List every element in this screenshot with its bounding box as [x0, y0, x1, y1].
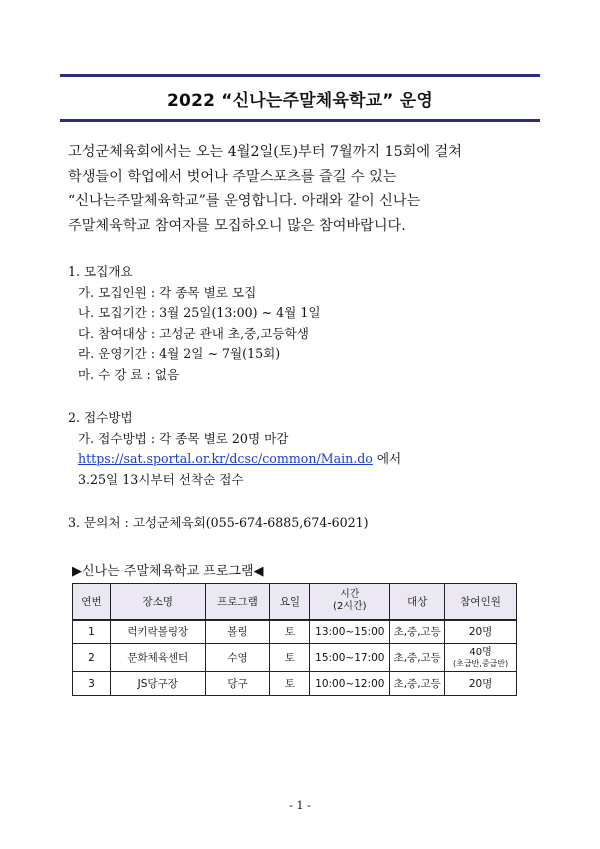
program-table	[72, 583, 517, 696]
intro-line: 학생들이 학업에서 벗어나 주말스포츠를 즐길 수 있는	[68, 168, 397, 185]
header-time: 시간 (2시간)	[310, 584, 390, 620]
cell-day: 토	[270, 644, 310, 672]
cell-no: 1	[73, 620, 111, 644]
cell-program: 수영	[205, 644, 270, 672]
section-heading: 1. 모집개요	[68, 264, 133, 279]
recruitment-item: 마. 수 강 료 : 없음	[78, 366, 180, 382]
recruitment-item: 라. 운영기간 : 4월 2일 ~ 7월(15회)	[78, 346, 281, 361]
header-target: 대상	[390, 584, 445, 620]
recruitment-item: 다. 참여대상 : 고성군 관내 초,중,고등학생	[78, 325, 309, 341]
table-header-row	[73, 584, 517, 620]
section-heading: 2. 접수방법	[68, 410, 133, 425]
table-row	[73, 644, 517, 672]
cell-no: 2	[73, 644, 111, 672]
cell-program: 당구	[205, 672, 270, 696]
cell-count: 40명 (초급반,중급반)	[445, 644, 517, 672]
intro-paragraph	[68, 140, 548, 238]
contact-line: 3. 문의처 : 고성군체육회(055-674-6885,674-6021)	[68, 515, 369, 530]
registration-note: 3.25일 13시부터 선착순 접수	[78, 471, 244, 487]
title-bottom-rule	[60, 119, 540, 122]
cell-place: 럭키락볼링장	[110, 620, 205, 644]
link-suffix: 에서	[372, 451, 402, 466]
cell-place: JS당구장	[110, 672, 205, 696]
header-no: 연번	[73, 584, 111, 620]
recruitment-item: 가. 모집인원 : 각 종목 별로 모집	[78, 284, 257, 300]
table-row	[73, 672, 517, 696]
header-place: 장소명	[110, 584, 205, 620]
section-contact	[68, 513, 548, 534]
table-row	[73, 620, 517, 644]
cell-time: 13:00~15:00	[310, 620, 390, 644]
header-count: 참여인원	[445, 584, 517, 620]
intro-line: 고성군체육회에서는 오는 4월2일(토)부터 7월까지 15회에 걸쳐	[68, 144, 462, 160]
cell-count: 20명	[445, 672, 517, 696]
cell-day: 토	[270, 620, 310, 644]
section-registration	[68, 408, 548, 490]
intro-line: “신나는주말체육학교”를 운영합니다. 아래와 같이 신나는	[68, 193, 421, 209]
page-title: 2022 “신나는주말체육학교” 운영	[167, 91, 433, 111]
cell-target: 초,중,고등	[390, 672, 445, 696]
recruitment-item: 나. 모집기간 : 3월 25일(13:00) ~ 4월 1일	[78, 305, 321, 320]
cell-day: 토	[270, 672, 310, 696]
cell-target: 초,중,고등	[390, 620, 445, 644]
section-recruitment	[68, 262, 548, 385]
title-box	[60, 74, 540, 122]
cell-program: 볼링	[205, 620, 270, 644]
registration-link-line	[68, 449, 548, 470]
registration-link[interactable]: https://sat.sportal.or.kr/dcsc/common/Main.do	[78, 451, 373, 466]
header-program: 프로그램	[205, 584, 270, 620]
registration-item: 가. 접수방법 : 각 종목 별로 20명 마감	[78, 430, 289, 446]
page-number: - 1 -	[289, 799, 311, 812]
cell-time: 15:00~17:00	[310, 644, 390, 672]
program-title: ▶신나는 주말체육학교 프로그램◀	[72, 564, 264, 579]
cell-no: 3	[73, 672, 111, 696]
intro-line: 주말체육학교 참여자를 모집하오니 많은 참여바랍니다.	[68, 217, 406, 234]
count-note: (초급반,중급반)	[452, 658, 509, 668]
cell-time: 10:00~12:00	[310, 672, 390, 696]
header-day: 요일	[270, 584, 310, 620]
cell-target: 초,중,고등	[390, 644, 445, 672]
cell-place: 문화체육센터	[110, 644, 205, 672]
cell-count: 20명	[445, 620, 517, 644]
